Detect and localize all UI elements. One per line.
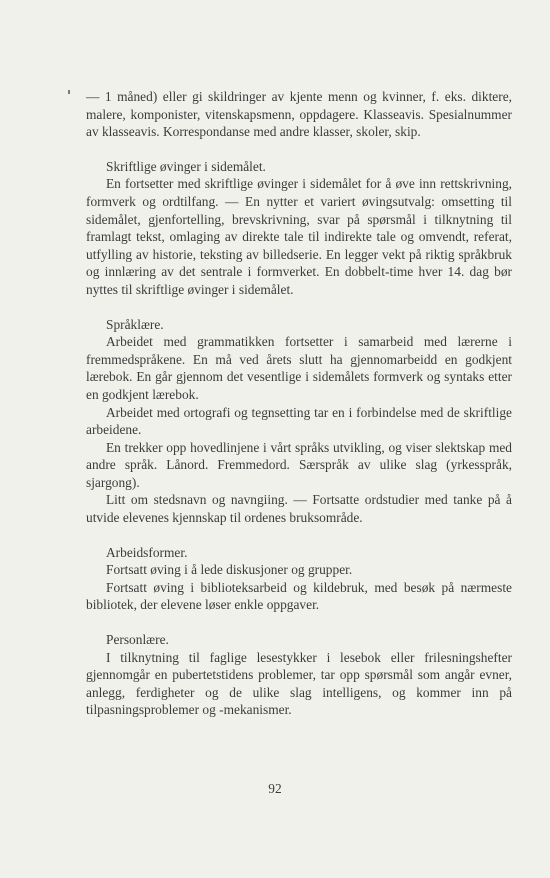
section-heading-written-exercises: Skriftlige øvinger i sidemålet. (106, 158, 266, 174)
section-paragraph: Arbeidet med grammatikken fortsetter i samarbeid med lærerne i fremmedspråkene. En må ved årets slutt ha gjennomarbeidd en godkjent lærebok. En går gjennom det vesentlige i sidemålets formverk og syntaks etter en godkjent lærebok. (86, 334, 512, 402)
text-column (86, 88, 512, 719)
section-paragraph: Arbeidet med ortografi og tegnsetting tar en i forbindelse med de skriftlige arbeidene. (86, 404, 512, 438)
page-number: 92 (268, 781, 282, 796)
section-heading-personality: Personlære. (106, 632, 169, 648)
section-paragraph: I tilknytning til faglige lesestykker i lesebok eller frilesningshefter gjennomgår en pubertetstidens problemer, tar opp spørsmål som angår evner, anlegg, ferdigheter og de ulike slag intelligens, og kommer inn på tilpasningsproblemer og -mekanismer. (86, 649, 512, 718)
section-paragraph: En trekker opp hovedlinjene i vårt språks utvikling, og viser slektskap med andre språk. Lånord. Fremmedord. Særspråk av ulike slag (yrkesspråk, sjargong). (86, 439, 512, 490)
section-paragraph: Litt om stedsnavn og navngiing. — Fortsatte ordstudier med tanke på å utvide elevenes kjennskap til ordenes bruksområde. (86, 492, 512, 526)
margin-mark (68, 90, 70, 94)
section-paragraph: Fortsatt øving i å lede diskusjoner og grupper. (106, 562, 353, 578)
section-heading-work-forms: Arbeidsformer. (106, 544, 188, 560)
section-paragraph: Fortsatt øving i biblioteksarbeid og kildebruk, med besøk på nærmeste bibliotek, der elevene løser enkle oppgaver. (86, 579, 512, 613)
section-paragraph: En fortsetter med skriftlige øvinger i sidemålet for å øve inn rettskrivning, formverk og ordtilfang. — En nytter et variert øvingsutvalg: omsetting til sidemålet, gjenfortelling, brevskrivning, svar på spørsmål i tilknytning til framlagt tekst, omlaging av direkte tale til indirekte tale og omvendt, referat, utfylling av historie, teksting av billedserie. En legger vekt på riktig språkbruk og innlæring av det sentrale i formverket. En dobbelt-time hver 14. dag bør nyttes til skriftlige øvinger i sidemålet. (86, 176, 512, 297)
intro-paragraph: — 1 måned) eller gi skildringer av kjente menn og kvinner, f. eks. diktere, malere, komponister, vitenskapsmenn, oppdagere. Klasseavis. Spesialnummer av klasseavis. Korrespondanse med andre klasser, skoler, skip. (86, 89, 512, 140)
section-heading-grammar: Språklære. (106, 316, 164, 332)
